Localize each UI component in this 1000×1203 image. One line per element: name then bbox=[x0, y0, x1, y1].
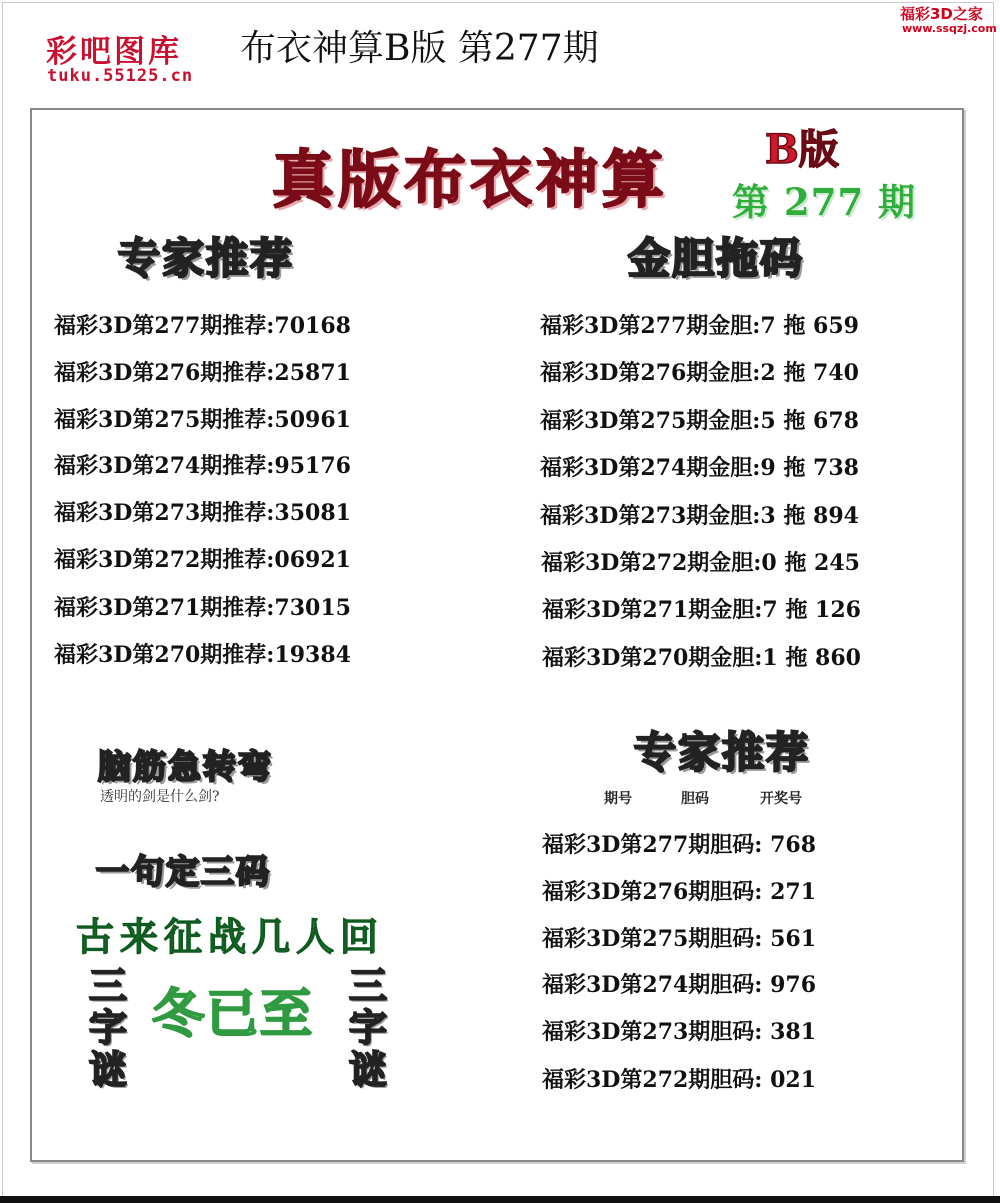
word-puzzle-left-text bbox=[85, 965, 131, 1091]
dan-code-row: 福彩3D第272期胆码: 021 bbox=[542, 1067, 817, 1093]
recommend-row: 福彩3D第271期推荐:73015 bbox=[54, 595, 351, 621]
column-header-dan: 胆码 bbox=[681, 791, 709, 807]
big-title: 真版布衣神算 bbox=[272, 143, 669, 216]
dan-code-row: 福彩3D第276期胆码: 271 bbox=[542, 879, 817, 905]
dan-code-row: 福彩3D第277期胆码: 768 bbox=[542, 832, 817, 858]
word-puzzle-right bbox=[345, 965, 391, 1091]
recommend-row: 福彩3D第270期推荐:19384 bbox=[54, 642, 351, 668]
puzzle-char: 谜 bbox=[348, 1048, 387, 1092]
gold-dan-row: 福彩3D第274期金胆:9 拖 738 bbox=[540, 455, 859, 481]
one-line-title: 一句定三码 bbox=[96, 852, 271, 891]
recommend-row: 福彩3D第277期推荐:70168 bbox=[54, 313, 351, 339]
word-puzzle-answer: 冬已至 bbox=[152, 985, 315, 1045]
gold-dan-row: 福彩3D第276期金胆:2 拖 740 bbox=[540, 360, 859, 386]
puzzle-char: 三 bbox=[348, 964, 387, 1008]
expert-recommend-title: 专家推荐 bbox=[118, 234, 295, 283]
dan-code-row: 福彩3D第275期胆码: 561 bbox=[542, 926, 817, 952]
riddle-title: 脑筋急转弯 bbox=[98, 747, 273, 786]
puzzle-char: 谜 bbox=[88, 1048, 127, 1092]
column-header-draw: 开奖号 bbox=[760, 791, 802, 807]
gold-dan-row: 福彩3D第277期金胆:7 拖 659 bbox=[540, 313, 859, 339]
word-puzzle-right-text bbox=[345, 965, 391, 1091]
riddle-text: 透明的剑是什么剑? bbox=[100, 789, 220, 805]
gold-dan-row: 福彩3D第270期金胆:1 拖 860 bbox=[542, 645, 861, 671]
puzzle-char: 字 bbox=[88, 1006, 127, 1050]
dan-code-row: 福彩3D第273期胆码: 381 bbox=[542, 1019, 817, 1045]
gold-dan-row: 福彩3D第271期金胆:7 拖 126 bbox=[542, 597, 861, 623]
watermark-site-name: 福彩3D之家 bbox=[900, 5, 983, 23]
recommend-row: 福彩3D第274期推荐:95176 bbox=[54, 453, 351, 479]
issue-badge: 第 277 期 bbox=[732, 180, 916, 224]
puzzle-char: 字 bbox=[348, 1006, 387, 1050]
gold-dan-row: 福彩3D第273期金胆:3 拖 894 bbox=[540, 503, 859, 529]
poem-line: 古来征战几人回 bbox=[76, 915, 385, 959]
column-header-issue: 期号 bbox=[604, 791, 632, 807]
page-title: 布衣神算B版 第277期 bbox=[240, 28, 599, 69]
dan-code-row: 福彩3D第274期胆码: 976 bbox=[542, 972, 817, 998]
recommend-row: 福彩3D第276期推荐:25871 bbox=[54, 360, 351, 386]
site-logo[interactable]: 彩吧图库 bbox=[46, 34, 182, 70]
expert-recommend-title-2: 专家推荐 bbox=[634, 728, 811, 777]
gold-dan-title: 金胆拖码 bbox=[628, 234, 805, 283]
recommend-row: 福彩3D第275期推荐:50961 bbox=[54, 407, 351, 433]
gold-dan-row: 福彩3D第272期金胆:0 拖 245 bbox=[541, 550, 860, 576]
gold-dan-row: 福彩3D第275期金胆:5 拖 678 bbox=[540, 408, 859, 434]
logo-url[interactable]: tuku.55125.cn bbox=[47, 66, 194, 86]
recommend-row: 福彩3D第273期推荐:35081 bbox=[54, 500, 351, 526]
bottom-bar bbox=[0, 1196, 1000, 1203]
version-badge: B版 bbox=[765, 126, 839, 173]
recommend-row: 福彩3D第272期推荐:06921 bbox=[54, 547, 351, 573]
word-puzzle-left bbox=[85, 965, 131, 1091]
puzzle-char: 三 bbox=[88, 964, 127, 1008]
watermark-site-url: www.ssqzj.com bbox=[902, 22, 997, 35]
